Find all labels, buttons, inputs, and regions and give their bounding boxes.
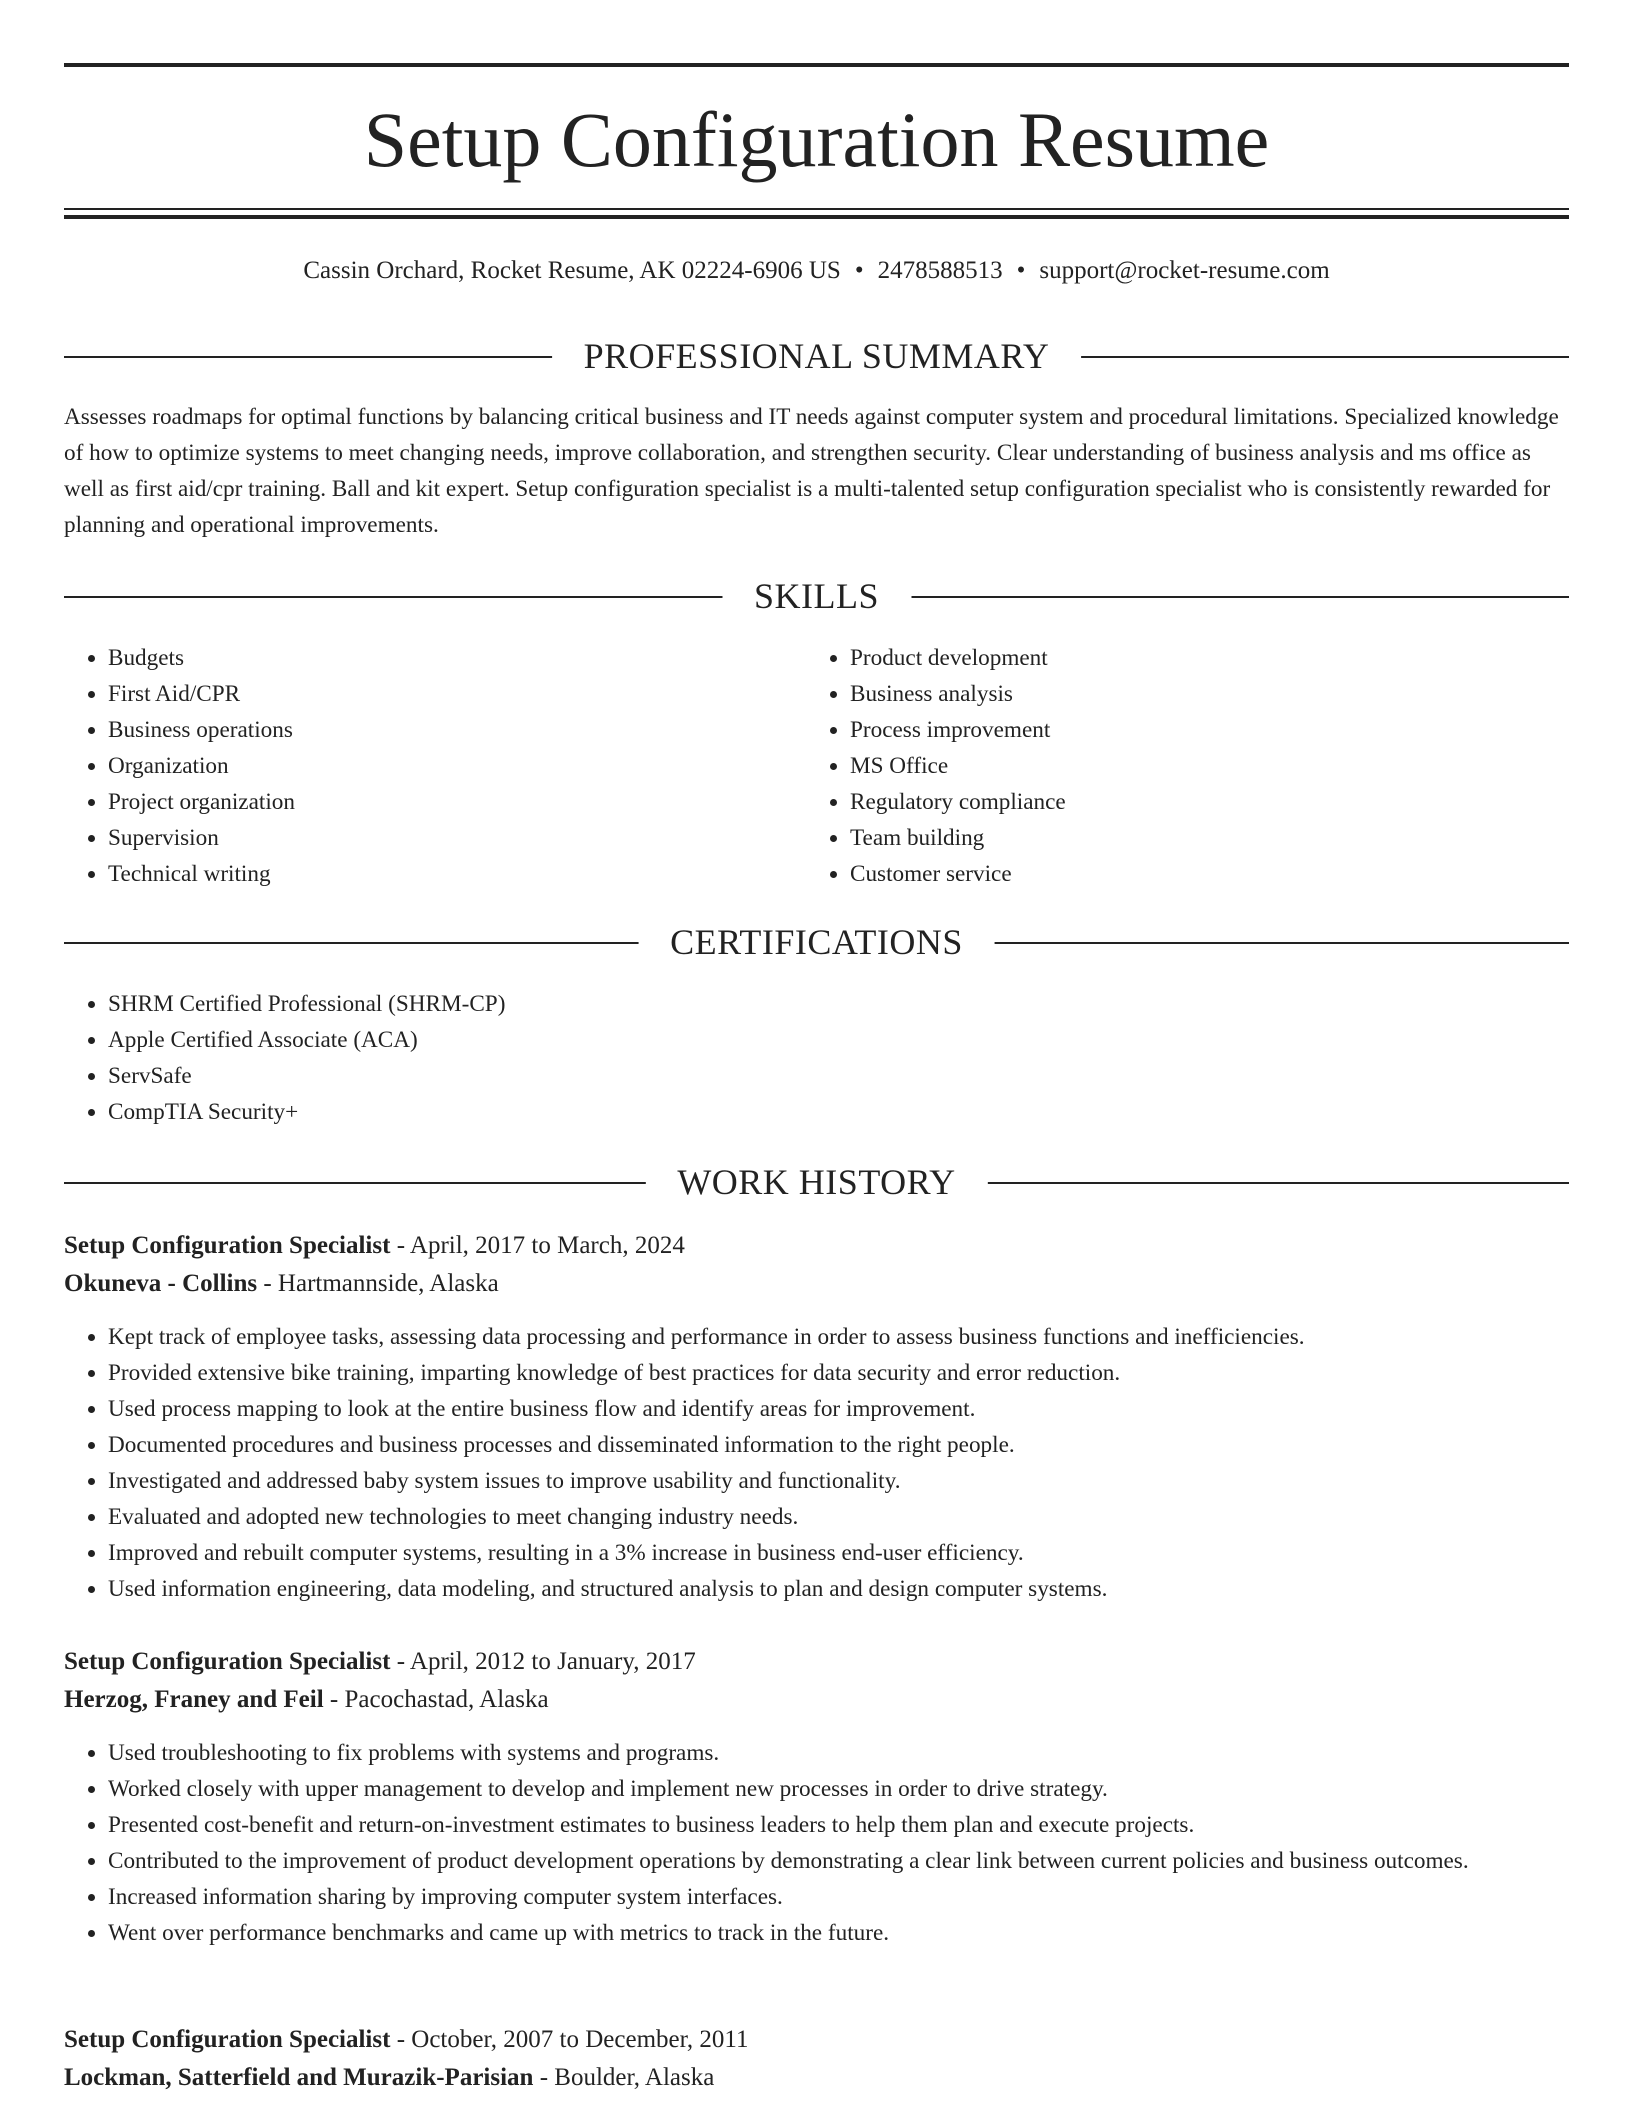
certifications-list xyxy=(64,986,1569,1130)
contact-line xyxy=(64,254,1569,288)
summary-text: Assesses roadmaps for optimal functions by balancing critical business and IT needs against computer system and procedural limitations. Specialized knowledge of how to optimize systems to meet changing needs, improve collaboration, and strengthen security. Clear understanding of business analysis and ms office as well as first aid/cpr training. Ball and kit expert. Setup configuration specialist is a multi-talented setup configuration specialist who is consistently rewarded for planning and operational improvements. xyxy=(64,404,1559,538)
job-bullet: • Went over performance benchmarks and came up with metrics to track in the future. xyxy=(108,1915,1569,1951)
contact-separator: • xyxy=(854,257,864,284)
contact-phone: 2478588513 xyxy=(877,257,1003,284)
job-location: - Pacochastad, Alaska xyxy=(323,1686,549,1713)
skill-item: • Process improvement xyxy=(850,712,1506,748)
job-company-line xyxy=(64,1265,1569,1303)
job-entry xyxy=(64,1227,1569,1607)
job-bullet: • Kept track of employee tasks, assessing data processing and performance in order to assess business functions and inefficiencies. xyxy=(108,1319,1569,1355)
job-bullets xyxy=(64,1735,1569,1951)
job-title-line xyxy=(64,1643,1569,1681)
skill-item: • Business analysis xyxy=(850,676,1506,712)
section-heading-skills xyxy=(64,576,1569,616)
certification-item: • SHRM Certified Professional (SHRM-CP) xyxy=(108,986,1569,1022)
job-entry xyxy=(64,2021,1569,2097)
contact-address: Cassin Orchard, Rocket Resume, AK 02224-6906 US xyxy=(303,257,841,284)
skill-item: • Supervision xyxy=(108,820,764,856)
job-bullet: • Presented cost-benefit and return-on-investment estimates to business leaders to help them plan and execute projects. xyxy=(108,1807,1569,1843)
skill-item: • Team building xyxy=(850,820,1506,856)
job-dates: - April, 2017 to March, 2024 xyxy=(390,1232,685,1259)
job-bullet: • Investigated and addressed baby system issues to improve usability and functionality. xyxy=(108,1463,1569,1499)
skills-list-right xyxy=(806,640,1506,892)
skill-item: • Customer service xyxy=(850,856,1506,892)
certification-item: • Apple Certified Associate (ACA) xyxy=(108,1022,1569,1058)
job-company-line xyxy=(64,2059,1569,2097)
resume-title: Setup Configuration Resume xyxy=(363,96,1270,183)
title-rule-thin xyxy=(64,208,1569,210)
section-label: CERTIFICATIONS xyxy=(638,922,995,962)
job-dates: - October, 2007 to December, 2011 xyxy=(390,2026,749,2053)
job-bullet: • Documented procedures and business processes and disseminated information to the right people. xyxy=(108,1427,1569,1463)
job-company: Herzog, Franey and Feil xyxy=(64,1686,324,1713)
skill-item: • Project organization xyxy=(108,784,764,820)
skills-column-left xyxy=(64,640,764,892)
job-title: Setup Configuration Specialist xyxy=(64,1648,391,1675)
contact-email: support@rocket-resume.com xyxy=(1039,257,1330,284)
job-bullet: • Provided extensive bike training, imparting knowledge of best practices for data security and error reduction. xyxy=(108,1355,1569,1391)
job-bullet: • Increased information sharing by improving computer system interfaces. xyxy=(108,1879,1569,1915)
job-bullets xyxy=(64,1319,1569,1607)
skills-list-left xyxy=(64,640,764,892)
job-location: - Hartmannside, Alaska xyxy=(257,1270,499,1297)
section-label: WORK HISTORY xyxy=(645,1162,987,1202)
job-title-line xyxy=(64,1227,1569,1265)
section-heading-summary xyxy=(64,336,1569,376)
job-bullet: • Improved and rebuilt computer systems, resulting in a 3% increase in business end-user efficiency. xyxy=(108,1535,1569,1571)
job-company-line xyxy=(64,1681,1569,1719)
skill-item: • First Aid/CPR xyxy=(108,676,764,712)
job-location: - Boulder, Alaska xyxy=(533,2064,715,2091)
skill-item: • Organization xyxy=(108,748,764,784)
section-heading-certifications xyxy=(64,922,1569,962)
job-company: Okuneva - Collins xyxy=(64,1270,258,1297)
contact-separator: • xyxy=(1016,257,1026,284)
job-title: Setup Configuration Specialist xyxy=(64,1232,391,1259)
job-dates: - April, 2012 to January, 2017 xyxy=(390,1648,696,1675)
job-title-line xyxy=(64,2021,1569,2059)
job-bullet: • Worked closely with upper management to develop and implement new processes in order to drive strategy. xyxy=(108,1771,1569,1807)
top-rule xyxy=(64,63,1569,67)
certifications xyxy=(64,986,1569,1130)
job-bullet: • Evaluated and adopted new technologies to meet changing industry needs. xyxy=(108,1499,1569,1535)
job-bullet: • Contributed to the improvement of product development operations by demonstrating a clear link between current policies and business outcomes. xyxy=(108,1843,1569,1879)
skill-item: • Business operations xyxy=(108,712,764,748)
section-heading-work xyxy=(64,1162,1569,1202)
skill-item: • MS Office xyxy=(850,748,1506,784)
skill-item: • Regulatory compliance xyxy=(850,784,1506,820)
job-bullet: • Used information engineering, data modeling, and structured analysis to plan and design computer systems. xyxy=(108,1571,1569,1607)
skills-column-right xyxy=(806,640,1506,892)
skill-item: • Technical writing xyxy=(108,856,764,892)
title-rule-thick xyxy=(64,215,1569,219)
skill-item: • Product development xyxy=(850,640,1506,676)
section-label: SKILLS xyxy=(722,576,911,616)
skill-item: • Budgets xyxy=(108,640,764,676)
job-bullet: • Used troubleshooting to fix problems with systems and programs. xyxy=(108,1735,1569,1771)
job-bullet: • Used process mapping to look at the entire business flow and identify areas for improvement. xyxy=(108,1391,1569,1427)
job-title: Setup Configuration Specialist xyxy=(64,2026,391,2053)
certification-item: • CompTIA Security+ xyxy=(108,1094,1569,1130)
certification-item: • ServSafe xyxy=(108,1058,1569,1094)
section-label: PROFESSIONAL SUMMARY xyxy=(552,336,1082,376)
job-company: Lockman, Satterfield and Murazik-Parisian xyxy=(64,2064,534,2091)
job-entry xyxy=(64,1643,1569,1951)
